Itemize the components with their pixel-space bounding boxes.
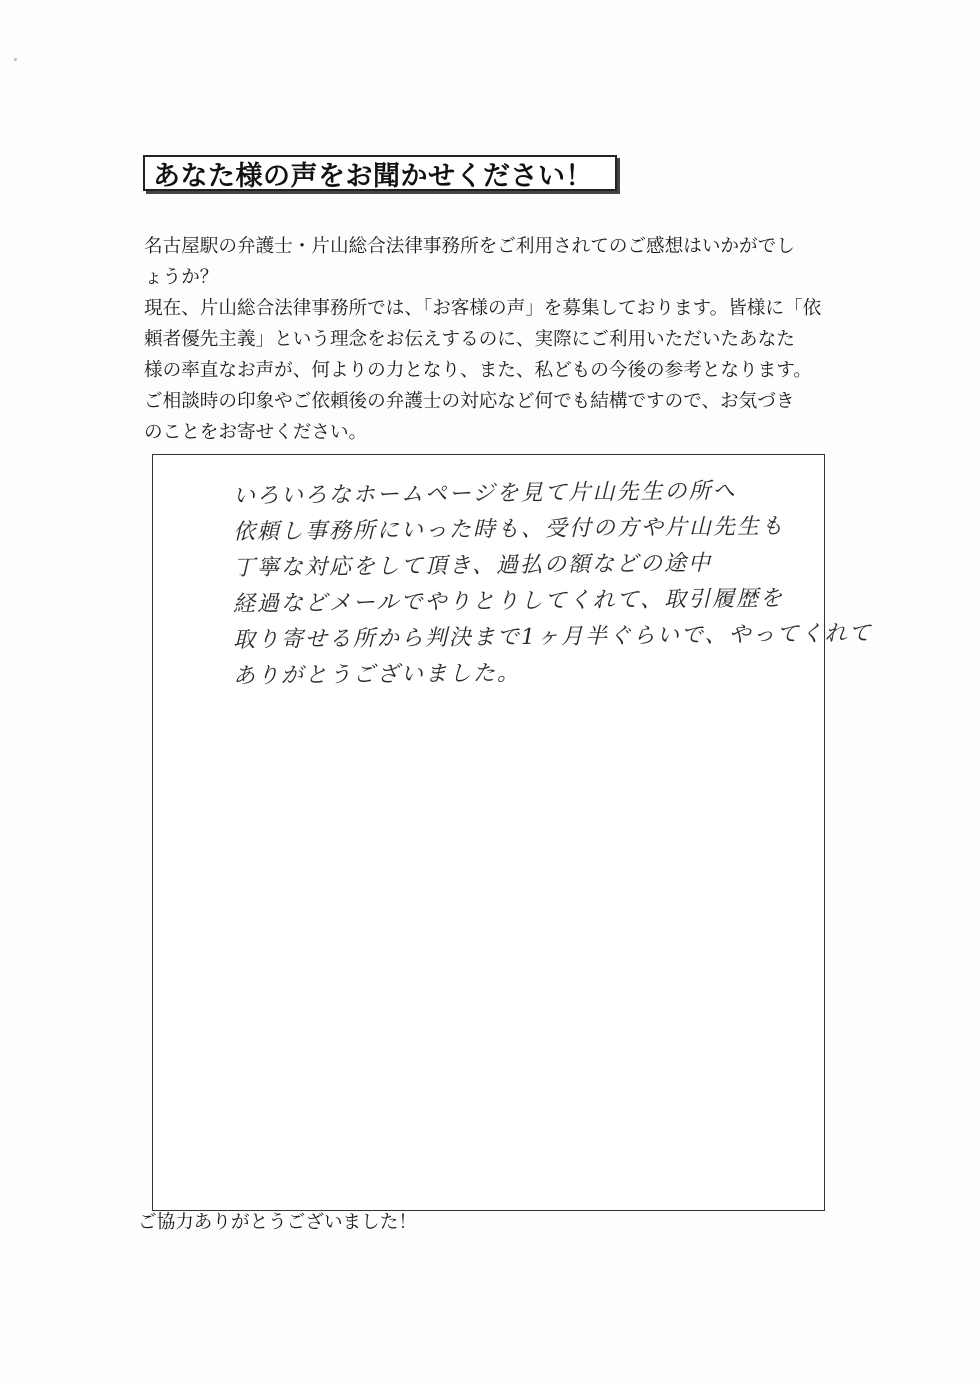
intro-paragraph — [144, 231, 844, 448]
intro-line: 頼者優先主義」という理念をお伝えするのに、実際にご利用いただいたあなた — [144, 329, 795, 350]
comment-box — [152, 454, 873, 1211]
scan-speck — [14, 58, 17, 61]
intro-line: 名古屋駅の弁護士・片山総合法律事務所をご利用されてのご感想はいかがでし — [144, 236, 795, 257]
handwritten-line: ありがとうございました。 — [232, 660, 522, 689]
handwritten-line: 経過などメールでやりとりしてくれて、取引履歴を — [232, 586, 785, 617]
handwritten-line: 依頼し事務所にいった時も、受付の方や片山先生も — [232, 514, 786, 545]
handwritten-line: 取り寄せる所から判決まで1ヶ月半ぐらいで、やってくれて — [232, 621, 873, 653]
intro-line: のことをお寄せください。 — [144, 422, 368, 443]
intro-line: ご相談時の印象やご依頼後の弁護士の対応など何でも結構ですので、お気づき — [144, 391, 795, 412]
intro-line: 様の率直なお声が、何よりの力となり、また、私どもの今後の参考となります。 — [144, 360, 812, 381]
handwritten-comment — [232, 478, 873, 695]
handwritten-line: 丁寧な対応をして頂き、過払の額などの途中 — [232, 550, 713, 581]
handwritten-line: いろいろなホームページを見て片山先生の所へ — [232, 478, 737, 509]
closing-thanks: ご協力ありがとうございました！ — [138, 1212, 417, 1233]
title-box — [143, 155, 617, 191]
intro-line: 現在、片山総合法律事務所では、「お客様の声」を募集しております。皆様に「依 — [144, 298, 822, 319]
page-title: あなた様の声をお聞かせください！ — [153, 160, 593, 192]
intro-line: ょうか？ — [144, 267, 219, 288]
